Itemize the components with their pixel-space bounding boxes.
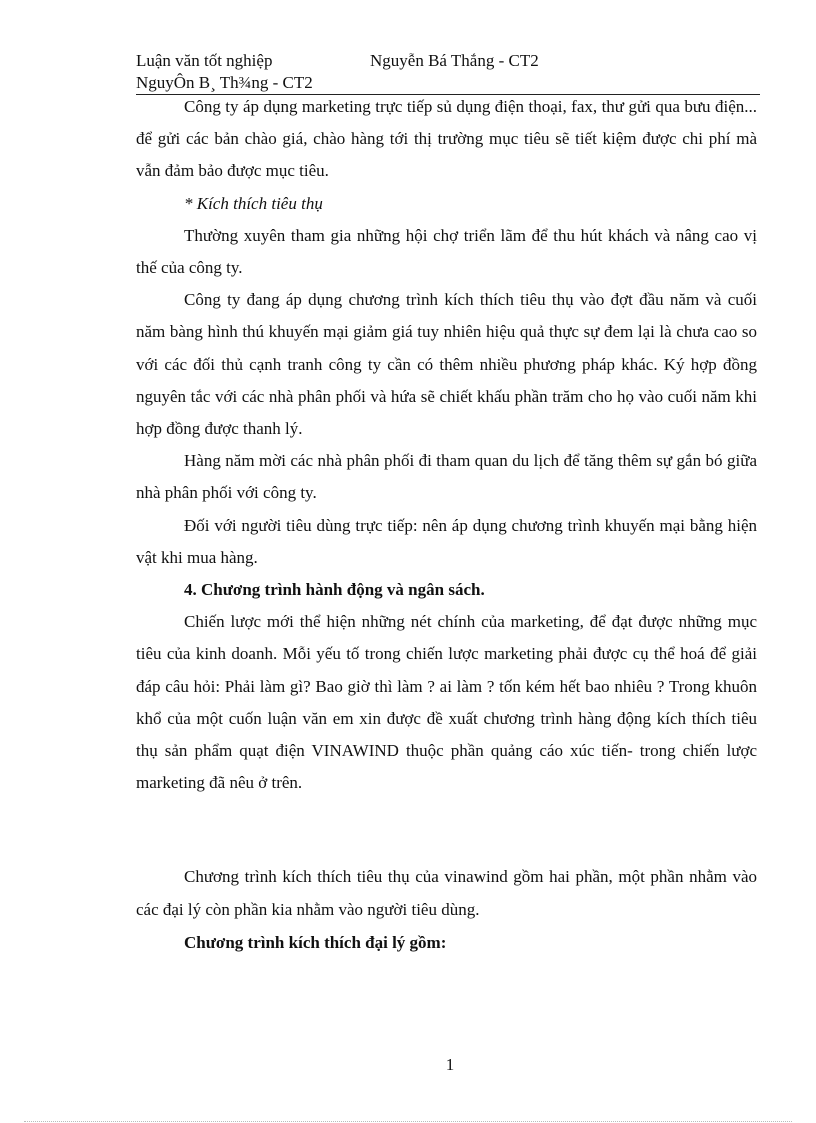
paragraph-new-strategy: Chiến lược mới thể hiện những nét chính của marketing, để đạt được những mục tiêu của kinh doanh. Mỗi yếu tố trong chiến lược marketing phải được cụ thể hoá để giải đáp câu hỏi: Phải làm gì? Bao giờ thì làm ? ai làm ? tốn kém hết bao nhiêu ? Trong khuôn khổ của một cuốn luận văn em xin được đề xuất chương trình hàng động kích thích tiêu thụ sản phẩm quạt điện VINAWIND thuộc phần quảng cáo xúc tiến- trong chiến lược marketing đã nêu ở trên. bbox=[136, 612, 757, 793]
paragraph-promotion-program: Công ty đang áp dụng chương trình kích thích tiêu thụ vào đợt đầu năm và cuối năm bàng hình thú khuyến mại giảm giá tuy nhiên hiệu quả thực sự đem lại là chưa cao so với các đối thủ cạnh tranh công ty cần có thêm nhiều phương pháp khác. Ký hợp đồng nguyên tắc với các nhà phân phối và hứa sẽ chiết khấu phần trăm cho họ vào cuối năm khi hợp đồng được thanh lý. bbox=[136, 290, 757, 439]
paragraph-direct-marketing: Công ty áp dụng marketing trực tiếp sủ dụng điện thoại, fax, thư gửi qua bưu điện... để gửi các bản chào giá, chào hàng tới thị trường mục tiêu sẽ tiết kiệm được chi phí mà vẫn đảm bảo được mục tiêu. bbox=[136, 97, 757, 181]
paragraph-distributor-trips: Hàng năm mời các nhà phân phối đi tham quan du lịch để tăng thêm sự gắn bó giữa nhà phân phối với công ty. bbox=[136, 451, 757, 503]
subheading-sales-promotion: * Kích thích tiêu thụ bbox=[184, 193, 323, 213]
paragraph-trade-fairs: Thường xuyên tham gia những hội chợ triển lãm để thu hút khách và nâng cao vị thế của công ty. bbox=[136, 225, 757, 278]
paragraph-consumer-promotion: Đối với người tiêu dùng trực tiếp: nên áp dụng chương trình khuyến mại bằng hiện vật khi mua hàng. bbox=[136, 515, 757, 567]
paragraph-vinawind-program: Chương trình kích thích tiêu thụ của vinawind gồm hai phần, một phần nhằm vào các đại lý còn phần kia nhằm vào người tiêu dùng. bbox=[136, 867, 757, 919]
page-number: 1 bbox=[445, 1055, 455, 1074]
section-heading-action-budget: 4. Chương trình hành động và ngân sách. bbox=[184, 580, 485, 600]
page-bottom-edge bbox=[24, 1121, 792, 1122]
header-author-garbled: NguyÔn B¸ Th¾ng - CT2 bbox=[136, 73, 313, 92]
body-text bbox=[136, 91, 757, 959]
header-thesis-title: Luận văn tốt nghiệp bbox=[136, 51, 273, 70]
spacer bbox=[136, 799, 757, 861]
subheading-dealer-program: Chương trình kích thích đại lý gồm: bbox=[184, 932, 447, 952]
header-author: Nguyễn Bá Thắng - CT2 bbox=[370, 51, 539, 70]
